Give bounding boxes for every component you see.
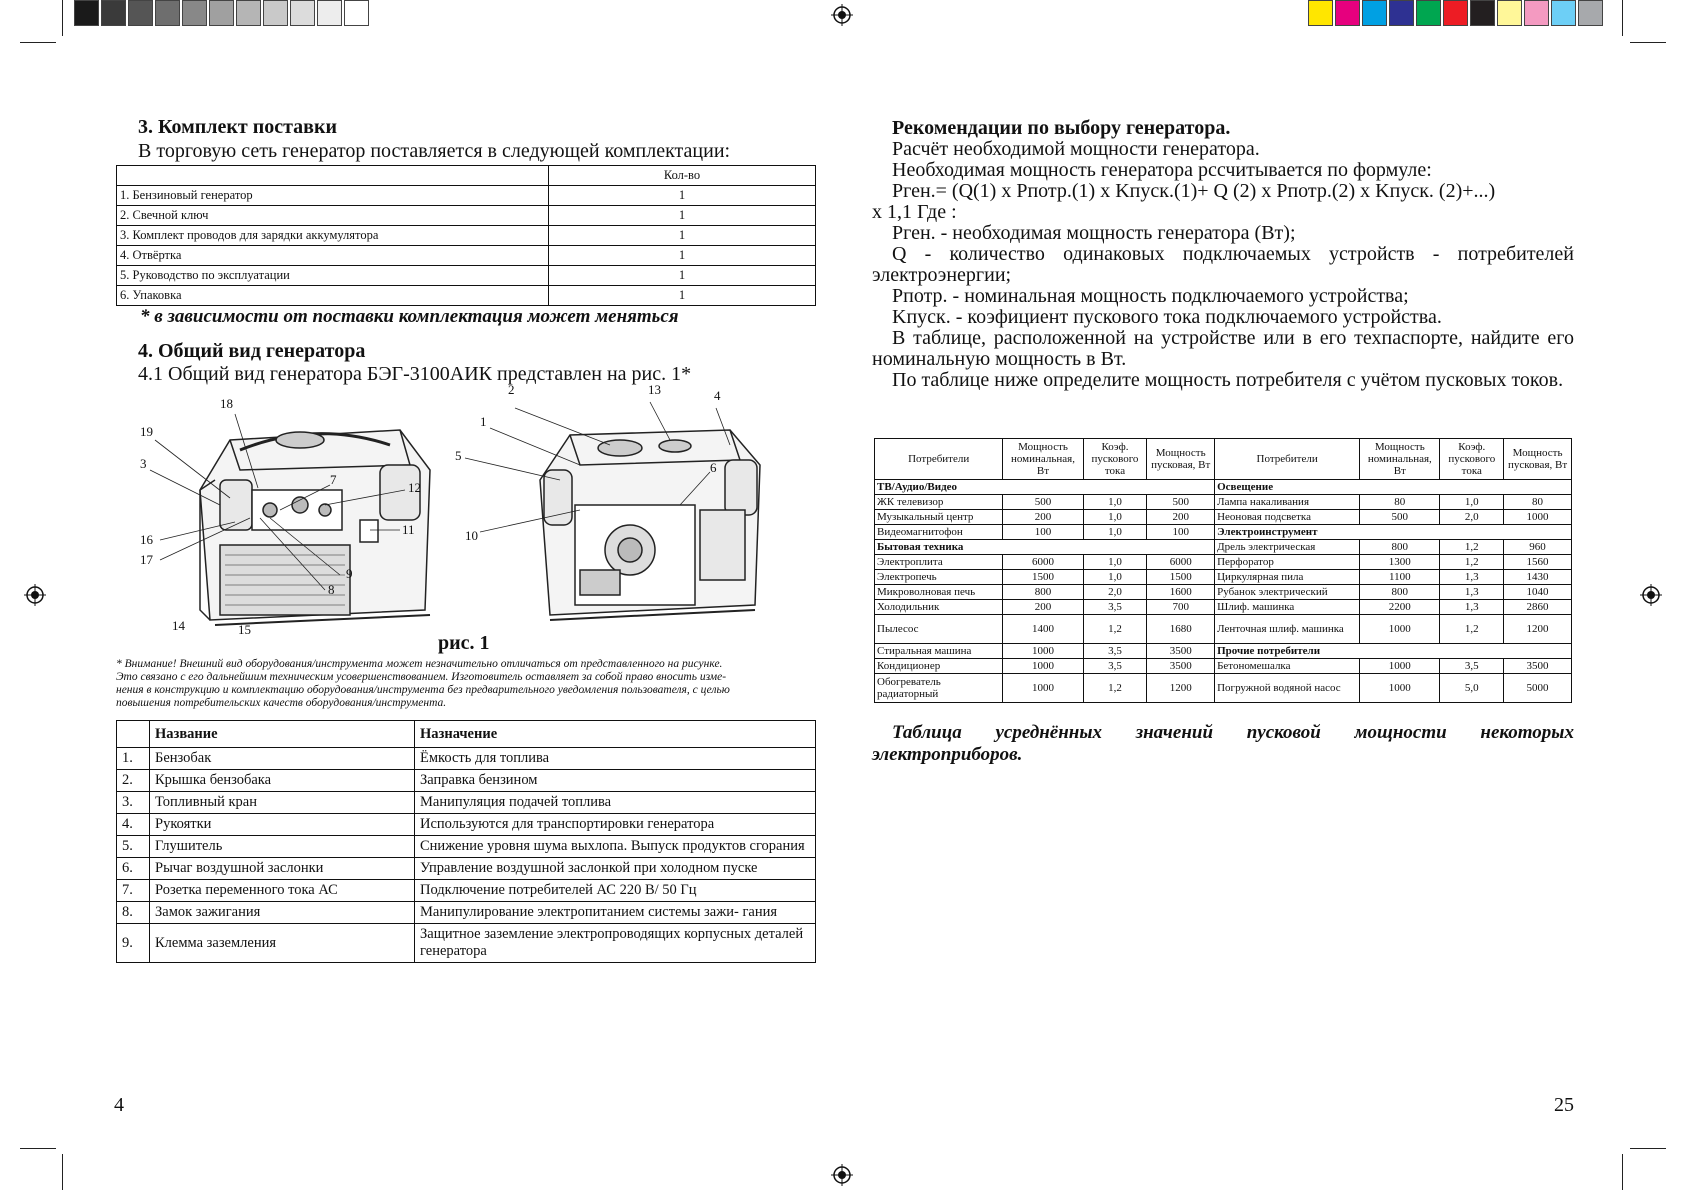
color-swatch	[1335, 0, 1360, 26]
consumers-row	[875, 674, 1572, 703]
consumer-name: Дрель электрическая	[1215, 540, 1360, 555]
paragraph: Pген. - необходимая мощность генератора (Вт);	[892, 222, 1296, 244]
consumer-value: 1200	[1147, 674, 1215, 703]
color-swatch	[1578, 0, 1603, 26]
consumers-row	[875, 659, 1572, 674]
kit-item-name: 3. Комплект проводов для зарядки аккумулятора	[117, 226, 549, 246]
consumers-header-cell: Коэф. пускового тока	[1440, 439, 1504, 480]
consumer-value: 200	[1003, 510, 1083, 525]
color-swatch	[101, 0, 126, 26]
part-number: 5.	[117, 836, 150, 858]
consumer-value: 1,2	[1083, 674, 1147, 703]
consumer-value: 800	[1360, 540, 1440, 555]
consumer-value: 1,3	[1440, 600, 1504, 615]
consumer-value: 1,0	[1083, 495, 1147, 510]
color-swatch	[1470, 0, 1495, 26]
kit-item-name: 6. Упаковка	[117, 286, 549, 306]
consumer-value: 1680	[1147, 615, 1215, 644]
generator-left-view	[200, 430, 430, 625]
consumer-value: 500	[1360, 510, 1440, 525]
consumer-value: 1,0	[1083, 555, 1147, 570]
color-swatch	[155, 0, 180, 26]
section4-intro: 4.1 Общий вид генератора БЭГ-3100АИК представлен на рис. 1*	[138, 363, 692, 385]
part-number: 7.	[117, 880, 150, 902]
fig-label: 14	[172, 618, 185, 633]
parts-row	[117, 880, 816, 902]
consumers-header-cell: Мощность пусковая, Вт	[1504, 439, 1572, 480]
consumer-name: Музыкальный центр	[875, 510, 1003, 525]
parts-row	[117, 924, 816, 963]
part-name: Рычаг воздушной заслонки	[150, 858, 415, 880]
formula-line: х 1,1 Где :	[872, 201, 957, 223]
consumer-value: 2,0	[1083, 585, 1147, 600]
consumer-name: ЖК телевизор	[875, 495, 1003, 510]
fig-label: 6	[710, 460, 717, 475]
part-purpose: Ёмкость для топлива	[415, 748, 816, 770]
consumer-value: 3,5	[1083, 600, 1147, 615]
consumer-value: 1,2	[1440, 615, 1504, 644]
consumer-name: Стиральная машина	[875, 644, 1003, 659]
part-name: Рукоятки	[150, 814, 415, 836]
consumers-row	[875, 585, 1572, 600]
part-purpose: Управление воздушной заслонкой при холодном пуске	[415, 858, 816, 880]
parts-header-name: Название	[150, 721, 415, 748]
part-name: Топливный кран	[150, 792, 415, 814]
kit-item-name: 1. Бензиновый генератор	[117, 186, 549, 206]
part-number: 1.	[117, 748, 150, 770]
consumer-value: 1000	[1003, 659, 1083, 674]
paragraph: Расчёт необходимой мощности генератора.	[892, 138, 1260, 160]
fig-label: 19	[140, 424, 153, 439]
consumer-value: 1560	[1504, 555, 1572, 570]
consumers-row	[875, 570, 1572, 585]
fig-label: 17	[140, 552, 153, 567]
consumer-value: 1400	[1003, 615, 1083, 644]
part-purpose: Заправка бензином	[415, 770, 816, 792]
consumer-name: Электроплита	[875, 555, 1003, 570]
fig-label: 2	[508, 382, 515, 397]
section-heading: Бытовая техника	[875, 540, 1215, 555]
consumer-value: 500	[1003, 495, 1083, 510]
fig-label: 10	[465, 528, 478, 543]
consumer-name: Электропечь	[875, 570, 1003, 585]
consumer-value: 960	[1504, 540, 1572, 555]
recommendations-text	[872, 118, 1574, 391]
consumer-value: 3500	[1504, 659, 1572, 674]
consumer-name: Неоновая подсветка	[1215, 510, 1360, 525]
part-name: Клемма заземления	[150, 924, 415, 963]
color-swatch	[344, 0, 369, 26]
consumer-value: 1,3	[1440, 570, 1504, 585]
consumer-value: 1,0	[1083, 510, 1147, 525]
fig-label: 9	[346, 566, 353, 581]
crop-mark	[20, 1148, 56, 1149]
consumers-table	[874, 438, 1572, 703]
part-name: Глушитель	[150, 836, 415, 858]
section-heading: Освещение	[1215, 480, 1572, 495]
consumer-value: 80	[1360, 495, 1440, 510]
parts-header-purpose: Назначение	[415, 721, 816, 748]
consumer-value: 500	[1147, 495, 1215, 510]
consumers-row	[875, 540, 1572, 555]
kit-item-qty: 1	[549, 286, 816, 306]
generator-figure	[140, 382, 800, 640]
consumer-name: Холодильник	[875, 600, 1003, 615]
consumers-row	[875, 510, 1572, 525]
section-heading: Электроинструмент	[1215, 525, 1572, 540]
consumer-value: 100	[1003, 525, 1083, 540]
process-color-bar	[1308, 0, 1605, 29]
part-number: 8.	[117, 902, 150, 924]
crop-mark	[1622, 0, 1623, 36]
consumer-value: 1430	[1504, 570, 1572, 585]
consumer-value: 1000	[1504, 510, 1572, 525]
kit-item-qty: 1	[549, 266, 816, 286]
consumer-value: 1600	[1147, 585, 1215, 600]
consumer-value: 700	[1147, 600, 1215, 615]
registration-mark-icon	[1640, 584, 1662, 606]
figure-note	[116, 658, 816, 710]
kit-item-qty: 1	[549, 226, 816, 246]
color-swatch	[236, 0, 261, 26]
consumer-value: 80	[1504, 495, 1572, 510]
color-swatch	[1362, 0, 1387, 26]
section-heading: Прочие потребители	[1215, 644, 1572, 659]
paragraph: Q - количество одинаковых подключаемых устройств - потребителей электроэнергии;	[872, 243, 1574, 286]
fig-label: 1	[480, 414, 487, 429]
consumer-value: 1000	[1360, 674, 1440, 703]
color-swatch	[1308, 0, 1333, 26]
consumers-row	[875, 495, 1572, 510]
color-swatch	[1524, 0, 1549, 26]
kit-row	[117, 286, 816, 306]
consumers-header-cell: Мощность номинальная, Вт	[1003, 439, 1083, 480]
consumer-value: 2,0	[1440, 510, 1504, 525]
figure-caption: рис. 1	[438, 632, 490, 654]
kit-item-qty: 1	[549, 186, 816, 206]
fig-label: 7	[330, 472, 337, 487]
crop-mark	[1630, 1148, 1666, 1149]
color-swatch	[128, 0, 153, 26]
parts-row	[117, 836, 816, 858]
kit-row	[117, 266, 816, 286]
consumers-row	[875, 480, 1572, 495]
consumer-value: 6000	[1147, 555, 1215, 570]
color-swatch	[290, 0, 315, 26]
section-heading: ТВ/Аудио/Видео	[875, 480, 1215, 495]
color-swatch	[182, 0, 207, 26]
formula-line: Pген.= (Q(1) х Pпотр.(1) х Kпуск.(1)+ Q (2) х Pпотр.(2) х Kпуск. (2)+...)	[892, 180, 1496, 202]
consumer-value: 3500	[1147, 659, 1215, 674]
consumer-value: 1,0	[1083, 525, 1147, 540]
consumer-name: Обогреватель радиаторный	[875, 674, 1003, 703]
parts-table	[116, 720, 816, 963]
paragraph: По таблице ниже определите мощность потребителя с учётом пусковых токов.	[892, 369, 1564, 391]
consumer-value: 1,2	[1440, 555, 1504, 570]
consumer-value: 1,3	[1440, 585, 1504, 600]
fig-label: 13	[648, 382, 661, 397]
section3-intro: В торговую сеть генератор поставляется в следующей комплектации:	[138, 140, 731, 162]
consumer-name: Кондиционер	[875, 659, 1003, 674]
color-swatch	[1416, 0, 1441, 26]
grayscale-color-bar	[74, 0, 371, 29]
consumers-row	[875, 600, 1572, 615]
consumer-value: 3,5	[1083, 659, 1147, 674]
consumers-header-row	[875, 439, 1572, 480]
registration-mark-icon	[831, 4, 853, 26]
fig-label: 11	[402, 522, 415, 537]
consumer-name: Погружной водяной насос	[1215, 674, 1360, 703]
consumer-value: 1000	[1003, 674, 1083, 703]
part-purpose: Подключение потребителей АС 220 В/ 50 Гц	[415, 880, 816, 902]
consumers-row	[875, 615, 1572, 644]
paragraph: В таблице, расположенной на устройстве или в его техпаспорте, найдите его номинальную мощность в Вт.	[872, 327, 1574, 370]
consumer-value: 1300	[1360, 555, 1440, 570]
color-swatch	[209, 0, 234, 26]
crop-mark	[62, 1154, 63, 1190]
consumers-row	[875, 555, 1572, 570]
parts-row	[117, 814, 816, 836]
consumer-name: Микроволновая печь	[875, 585, 1003, 600]
consumers-header-cell: Мощность номинальная, Вт	[1360, 439, 1440, 480]
part-name: Розетка переменного тока АС	[150, 880, 415, 902]
kit-item-qty: 1	[549, 246, 816, 266]
crop-mark	[20, 42, 56, 43]
consumers-header-cell: Мощность пусковая, Вт	[1147, 439, 1215, 480]
consumers-header-cell: Потребители	[1215, 439, 1360, 480]
consumer-value: 5,0	[1440, 674, 1504, 703]
fig-label: 3	[140, 456, 147, 471]
color-swatch	[1551, 0, 1576, 26]
consumer-value: 1500	[1003, 570, 1083, 585]
recommendations-title: Рекомендации по выбору генератора.	[892, 117, 1231, 139]
part-number: 6.	[117, 858, 150, 880]
color-swatch	[1389, 0, 1414, 26]
consumer-value: 1100	[1360, 570, 1440, 585]
consumer-value: 1000	[1360, 659, 1440, 674]
kit-row	[117, 186, 816, 206]
consumer-value: 1040	[1504, 585, 1572, 600]
consumer-value: 1,2	[1440, 540, 1504, 555]
parts-row	[117, 770, 816, 792]
fig-label: 18	[220, 396, 233, 411]
parts-row	[117, 748, 816, 770]
fig-label: 5	[455, 448, 462, 463]
consumers-header-cell: Коэф. пускового тока	[1083, 439, 1147, 480]
part-name: Замок зажигания	[150, 902, 415, 924]
consumer-name: Лампа накаливания	[1215, 495, 1360, 510]
table-caption: Таблица усреднённых значений пусковой мощности некоторых электроприборов.	[872, 722, 1574, 765]
registration-mark-icon	[831, 1164, 853, 1186]
part-purpose: Защитное заземление электропроводящих корпусных деталей генератора	[415, 924, 816, 963]
paragraph: Pпотр. - номинальная мощность подключаемого устройства;	[892, 285, 1409, 307]
part-number: 4.	[117, 814, 150, 836]
consumer-value: 200	[1147, 510, 1215, 525]
consumer-value: 800	[1360, 585, 1440, 600]
consumer-name: Циркулярная пила	[1215, 570, 1360, 585]
figure-note-line: Это связано с его дальнейшим техническим усовершенствованием. Изготовитель оставляет за собой право вносить изме-	[116, 671, 727, 683]
consumer-name: Перфоратор	[1215, 555, 1360, 570]
consumer-value: 1,0	[1440, 495, 1504, 510]
part-name: Бензобак	[150, 748, 415, 770]
consumer-value: 1200	[1504, 615, 1572, 644]
consumers-row	[875, 644, 1572, 659]
color-swatch	[317, 0, 342, 26]
consumer-name: Ленточная шлиф. машинка	[1215, 615, 1360, 644]
crop-mark	[1622, 1154, 1623, 1190]
kit-table	[116, 165, 816, 306]
color-swatch	[263, 0, 288, 26]
color-swatch	[1497, 0, 1522, 26]
crop-mark	[1630, 42, 1666, 43]
consumer-value: 100	[1147, 525, 1215, 540]
consumers-row	[875, 525, 1572, 540]
consumer-value: 200	[1003, 600, 1083, 615]
section3-title: 3. Комплект поставки	[138, 116, 338, 138]
figure-note-line: * Внимание! Внешний вид оборудования/инструмента может незначительно отличаться от представленного на рисунке.	[116, 658, 723, 670]
kit-item-name: 4. Отвёртка	[117, 246, 549, 266]
parts-row	[117, 858, 816, 880]
kit-header-qty: Кол-во	[549, 166, 816, 186]
consumer-name: Пылесос	[875, 615, 1003, 644]
part-number: 2.	[117, 770, 150, 792]
kit-note: * в зависимости от поставки комплектация может меняться	[140, 306, 679, 327]
consumer-value: 1500	[1147, 570, 1215, 585]
fig-label: 4	[714, 388, 721, 403]
part-number: 9.	[117, 924, 150, 963]
consumer-name: Бетономешалка	[1215, 659, 1360, 674]
consumer-name: Рубанок электрический	[1215, 585, 1360, 600]
consumer-value: 6000	[1003, 555, 1083, 570]
consumer-value: 3500	[1147, 644, 1215, 659]
consumer-value: 2860	[1504, 600, 1572, 615]
kit-item-name: 5. Руководство по эксплуатации	[117, 266, 549, 286]
page-number-left: 4	[114, 1094, 124, 1116]
part-purpose: Манипуляция подачей топлива	[415, 792, 816, 814]
color-swatch	[74, 0, 99, 26]
figure-note-line: повышения потребительских качеств оборудования/инструмента.	[116, 697, 447, 709]
kit-row	[117, 206, 816, 226]
consumers-header-cell: Потребители	[875, 439, 1003, 480]
paragraph: Необходимая мощность генератора рссчитывается по формуле:	[892, 159, 1432, 181]
consumer-value: 1000	[1360, 615, 1440, 644]
kit-item-qty: 1	[549, 206, 816, 226]
generator-right-view	[540, 430, 760, 620]
fig-label: 16	[140, 532, 153, 547]
fig-label: 15	[238, 622, 251, 637]
part-purpose: Используются для транспортировки генератора	[415, 814, 816, 836]
page-number-right: 25	[1554, 1094, 1574, 1116]
parts-row	[117, 902, 816, 924]
consumer-value: 2200	[1360, 600, 1440, 615]
part-purpose: Манипулирование электропитанием системы зажи- гания	[415, 902, 816, 924]
consumer-value: 1,2	[1083, 615, 1147, 644]
crop-mark	[62, 0, 63, 36]
consumer-value: 3,5	[1440, 659, 1504, 674]
registration-mark-icon	[24, 584, 46, 606]
part-purpose: Снижение уровня шума выхлопа. Выпуск продуктов сгорания	[415, 836, 816, 858]
part-name: Крышка бензобака	[150, 770, 415, 792]
fig-label: 8	[328, 582, 335, 597]
kit-row	[117, 226, 816, 246]
paragraph: Kпуск. - коэфициент пускового тока подключаемого устройства.	[892, 306, 1442, 328]
consumer-name: Шлиф. машинка	[1215, 600, 1360, 615]
part-number: 3.	[117, 792, 150, 814]
figure-note-line: нения в конструкцию и комплектацию оборудования/инструмента без предварительного уведомления пользователя, с целью	[116, 684, 730, 696]
section4-title: 4. Общий вид генератора	[138, 340, 366, 362]
kit-row	[117, 246, 816, 266]
consumer-name: Видеомагнитофон	[875, 525, 1003, 540]
consumer-value: 1000	[1003, 644, 1083, 659]
consumer-value: 3,5	[1083, 644, 1147, 659]
parts-row	[117, 792, 816, 814]
consumer-value: 800	[1003, 585, 1083, 600]
kit-item-name: 2. Свечной ключ	[117, 206, 549, 226]
color-swatch	[1443, 0, 1468, 26]
fig-label: 12	[408, 480, 421, 495]
consumer-value: 1,0	[1083, 570, 1147, 585]
consumer-value: 5000	[1504, 674, 1572, 703]
